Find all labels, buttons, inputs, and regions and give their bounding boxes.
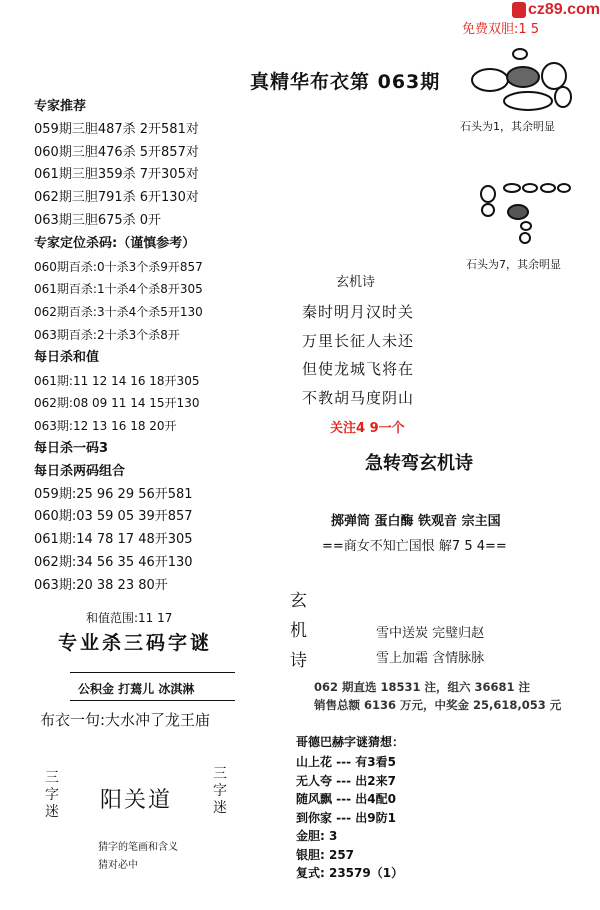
expert-heading: 专家推荐	[34, 99, 87, 114]
poem2-line: 雪中送炭 完璧归赵	[376, 626, 485, 641]
words-line: 掷弹筒 蛋白酶 铁观音 宗主国	[331, 514, 501, 529]
riddle-hint: 猜字的笔画和含义	[98, 842, 178, 853]
divider	[70, 672, 235, 673]
three-code-title: 专业杀三码字谜	[58, 632, 213, 654]
goldbach-line: 山上花 --- 有3看5	[296, 755, 396, 769]
poem2-line: 雪上加霜 含情脉脉	[376, 651, 485, 666]
position-line: 063期百杀:2十杀3个杀8开	[34, 327, 180, 342]
xuanji-heading: 玄机诗	[336, 275, 376, 290]
sum-line: 062期:08 09 11 14 15开130	[34, 396, 200, 411]
left-column	[34, 96, 203, 598]
vertical-char: 机	[290, 621, 307, 641]
expert-line: 062期三胆791杀 6开130对	[34, 190, 199, 206]
poem	[302, 298, 414, 412]
riddle-hint: 猜对必中	[98, 860, 138, 871]
sum-range: 和值范围:11 17	[86, 611, 173, 625]
expert-line: 060期三胆476杀 5开857对	[34, 144, 199, 160]
vertical-poem-label	[290, 586, 307, 676]
two-code-heading: 每日杀两码组合	[34, 463, 126, 479]
goldbach-line: 到你家 --- 出9防1	[296, 810, 396, 825]
two-code-line: 059期:25 96 29 56开581	[34, 486, 193, 502]
solve-line: ==商女不知亡国恨 解7 5 4==	[322, 539, 507, 554]
goldbach-list	[296, 753, 403, 883]
two-code-line: 063期:20 38 23 80开	[34, 577, 168, 593]
poem-line: 万里长征人未还	[302, 331, 415, 350]
poem-line: 不教胡马度阴山	[302, 388, 415, 407]
position-heading: 专家定位杀码:（谨慎参考）	[34, 235, 196, 251]
riddle-answer: 阳关道	[100, 788, 173, 813]
stone7-caption: 石头为7，其余明显	[466, 258, 561, 271]
position-line: 061期百杀:1十杀4个杀8开305	[34, 282, 203, 297]
sales-line: 销售总额 6136 万元，中奖金 25,618,053 元	[314, 698, 562, 712]
sum-heading: 每日杀和值	[34, 349, 100, 365]
sales-line: 062 期直选 18531 注，组六 36681 注	[314, 680, 531, 694]
goldbach-line: 无人夸 --- 出2来7	[296, 773, 396, 788]
sharp-turn-title: 急转弯玄机诗	[365, 453, 473, 474]
logo-badge-icon	[512, 2, 526, 18]
goldbach-line: 随风飘 --- 出4配0	[296, 792, 396, 806]
vertical-char: 诗	[290, 651, 307, 671]
goldbach-heading: 哥德巴赫字谜猜想：	[296, 735, 405, 749]
position-line: 062期百杀:3十杀4个杀5开130	[34, 305, 203, 320]
poem-line: 秦时明月汉时关	[302, 303, 415, 321]
one-code: 每日杀一码3	[34, 440, 109, 456]
site-logo[interactable]	[512, 0, 600, 20]
divider	[70, 700, 235, 701]
logo-text: cz89.com	[527, 1, 600, 18]
three-code-words: 公积金 打蔫儿 冰淇淋	[78, 682, 195, 696]
position-line: 060期百杀:0十杀3个杀9开857	[34, 259, 203, 274]
sum-line: 063期:12 13 16 18 20开	[34, 419, 177, 434]
expert-line: 059期三胆487杀 2开581对	[34, 121, 199, 137]
expert-line: 061期三胆359杀 7开305对	[34, 167, 199, 183]
silver-dan: 银胆: 257	[296, 847, 355, 862]
buyi-saying: 布衣一句:大水冲了龙王庙	[40, 711, 211, 729]
free-pick: 免费双胆:1 5	[462, 22, 540, 37]
gold-dan: 金胆: 3	[296, 829, 338, 843]
sum-line: 061期:11 12 14 16 18开305	[34, 373, 200, 388]
expert-line: 063期三胆675杀 0开	[34, 212, 162, 228]
stone-digit-7-icon	[478, 180, 578, 250]
two-code-line: 062期:34 56 35 46开130	[34, 554, 193, 570]
two-code-line: 060期:03 59 05 39开857	[34, 509, 193, 525]
side-label-right: 三字迷	[213, 766, 227, 816]
poem-line: 但使龙城飞将在	[302, 360, 415, 378]
stone1-caption: 石头为1，其余明显	[460, 120, 555, 133]
follow-text: 关注4 9一个	[330, 421, 405, 436]
vertical-char: 玄	[290, 591, 307, 611]
combo: 复式: 23579（1）	[296, 866, 404, 880]
side-label-left: 三字迷	[45, 770, 59, 820]
page-title: 真精华布衣第 063期	[250, 71, 441, 93]
stone-digit-1-icon	[468, 42, 578, 117]
two-code-line: 061期:14 78 17 48开305	[34, 532, 193, 548]
